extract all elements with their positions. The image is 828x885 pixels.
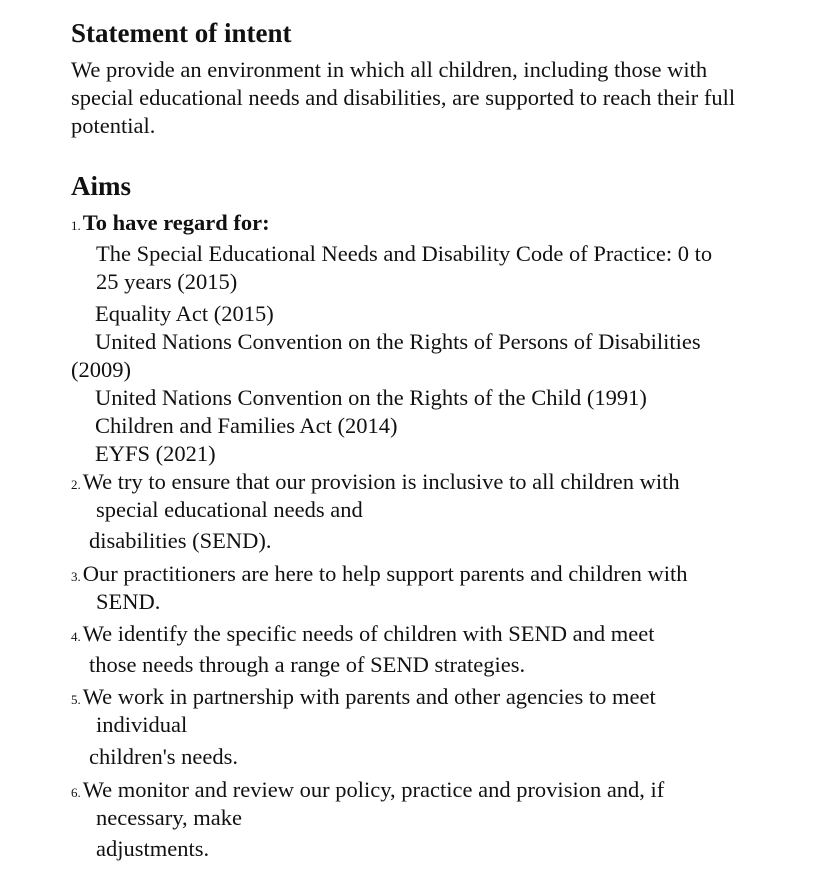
aim-item-4 [71, 620, 655, 651]
aim-text: We work in partnership with parents and other agencies to meet [82, 684, 656, 709]
aim-text: those needs through a range of SEND strategies. [89, 652, 526, 677]
aim-text: SEND. [96, 589, 161, 614]
aim-title: To have regard for: [82, 210, 270, 235]
aim-item-3 [71, 560, 688, 591]
aim-item-6 [71, 776, 664, 807]
regard-item: The Special Educational Needs and Disability Code of Practice: 0 to [96, 241, 713, 266]
aim-text: adjustments. [96, 836, 210, 861]
aim-text: We monitor and review our policy, practice and provision and, if [82, 777, 665, 802]
aim-text: individual [96, 712, 188, 737]
list-number: 3. [71, 569, 81, 584]
aim-text: children's needs. [89, 744, 239, 769]
aims-heading: Aims [71, 171, 131, 201]
aim-text: disabilities (SEND). [89, 528, 272, 553]
list-number: 6. [71, 785, 81, 800]
statement-heading: Statement of intent [71, 18, 292, 48]
aim-text: necessary, make [96, 805, 242, 830]
aim-text: We identify the specific needs of children with SEND and meet [82, 621, 655, 646]
list-number: 5. [71, 692, 81, 707]
regard-item: (2009) [71, 357, 131, 382]
list-number: 2. [71, 477, 81, 492]
aim-item-1 [71, 209, 270, 240]
regard-item: United Nations Convention on the Rights of Persons of Disabilities [95, 329, 701, 354]
statement-line: We provide an environment in which all children, including those with [71, 57, 708, 82]
regard-item: Children and Families Act (2014) [95, 413, 398, 438]
list-number: 1. [71, 218, 81, 233]
aim-text: We try to ensure that our provision is inclusive to all children with [82, 469, 680, 494]
regard-item: 25 years (2015) [96, 269, 238, 294]
aim-item-2 [71, 468, 680, 499]
regard-item: EYFS (2021) [95, 441, 216, 466]
aim-text: special educational needs and [96, 497, 363, 522]
list-number: 4. [71, 629, 81, 644]
regard-item: Equality Act (2015) [95, 301, 274, 326]
aim-text: Our practitioners are here to help support parents and children with [82, 561, 688, 586]
regard-item: United Nations Convention on the Rights of the Child (1991) [95, 385, 647, 410]
statement-line: special educational needs and disabilities, are supported to reach their full [71, 85, 736, 110]
statement-line: potential. [71, 113, 156, 138]
aim-item-5 [71, 683, 656, 714]
